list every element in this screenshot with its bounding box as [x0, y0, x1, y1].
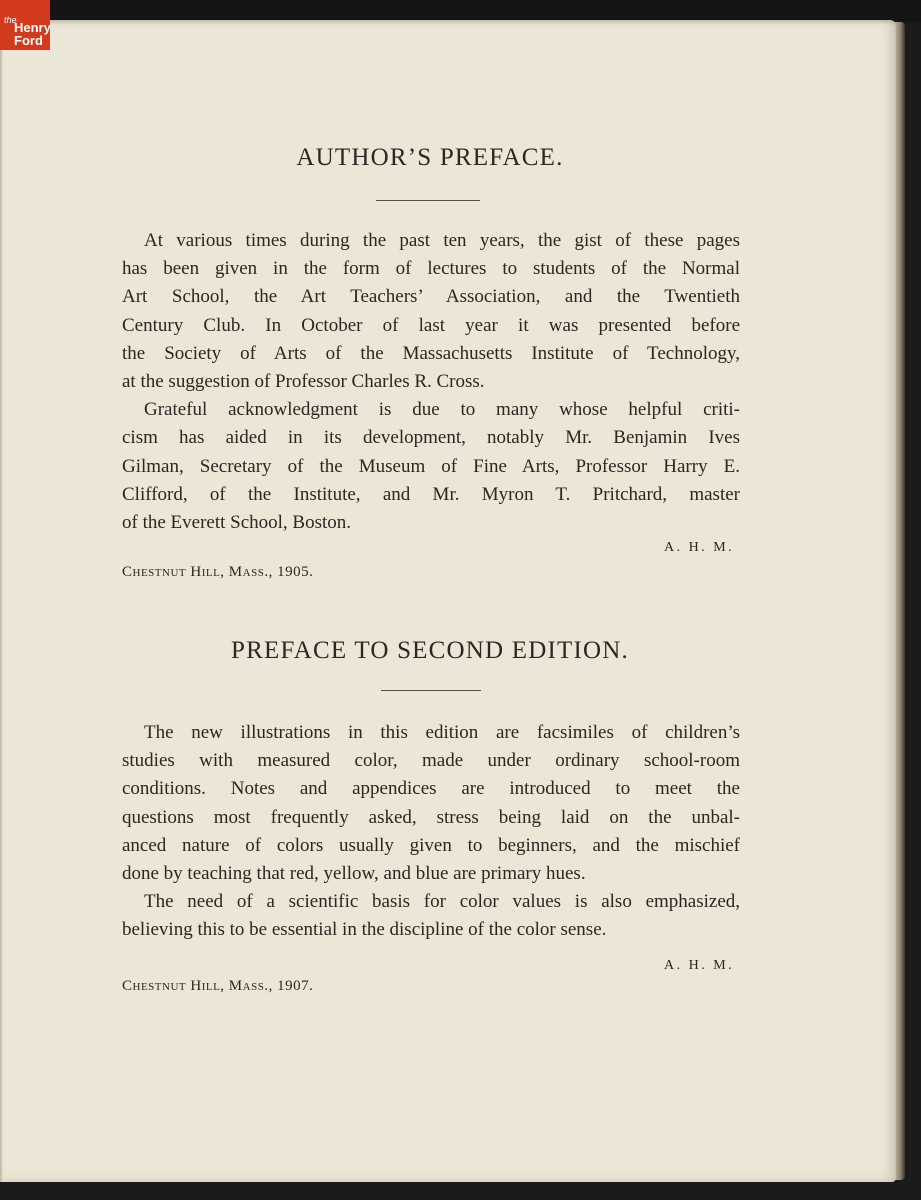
body-line: has been given in the form of lectures to students of the Normal: [122, 258, 740, 280]
second-edition-preface-body: [122, 719, 740, 945]
body-line: The new illustrations in this edition are facsimiles of children’s: [144, 722, 740, 743]
logo-the-text: the: [4, 15, 17, 25]
body-line: the Society of Arts of the Massachusetts Institute of Technology,: [122, 342, 740, 364]
body-line: questions most frequently asked, stress being laid on the unbal-: [122, 806, 740, 828]
authors-preface-body: [122, 227, 740, 537]
body-line: At various times during the past ten years, the gist of these pages: [144, 230, 740, 251]
body-line: at the suggestion of Professor Charles R. Cross.: [122, 371, 485, 393]
second-edition-preface-title: PREFACE TO SECOND EDITION.: [231, 637, 629, 664]
body-line: done by teaching that red, yellow, and blue are primary hues.: [122, 863, 586, 885]
body-line: conditions. Notes and appendices are introduced to meet the: [122, 778, 740, 800]
top-dark-edge: [0, 0, 921, 22]
body-line: of the Everett School, Boston.: [122, 512, 352, 534]
signature-initials: A. H. M.: [664, 958, 735, 973]
body-line: anced nature of colors usually given to beginners, and the mischief: [122, 834, 740, 856]
body-line: The need of a scientific basis for color values is also emphasized,: [144, 891, 740, 913]
place-and-date: Chestnut Hill, Mass., 1905.: [122, 564, 314, 580]
logo-ford-text: Ford: [14, 33, 43, 48]
body-line: cism has aided in its development, notably Mr. Benjamin Ives: [122, 427, 740, 449]
logo-henry-text: Henry: [14, 20, 51, 35]
book-page: [0, 20, 896, 1182]
body-line: Art School, the Art Teachers’ Association, and the Twentieth: [122, 286, 740, 308]
henry-ford-logo: [0, 0, 50, 50]
body-line: Gilman, Secretary of the Museum of Fine Arts, Professor Harry E.: [122, 455, 740, 477]
page-gutter: [0, 20, 3, 1182]
body-line: believing this to be essential in the discipline of the color sense.: [122, 919, 607, 941]
body-line: studies with measured color, made under ordinary school-room: [122, 750, 740, 772]
title-divider-2: [381, 690, 481, 691]
body-line: Century Club. In October of last year it was presented before: [122, 314, 740, 336]
body-line: Grateful acknowledgment is due to many whose helpful criti-: [144, 399, 740, 421]
title-divider-1: [376, 200, 480, 201]
authors-preface-title: AUTHOR’S PREFACE.: [296, 144, 564, 171]
body-line: Clifford, of the Institute, and Mr. Myron T. Pritchard, master: [122, 483, 740, 505]
signature-initials: A. H. M.: [664, 540, 735, 555]
place-and-date: Chestnut Hill, Mass., 1907.: [122, 978, 314, 994]
